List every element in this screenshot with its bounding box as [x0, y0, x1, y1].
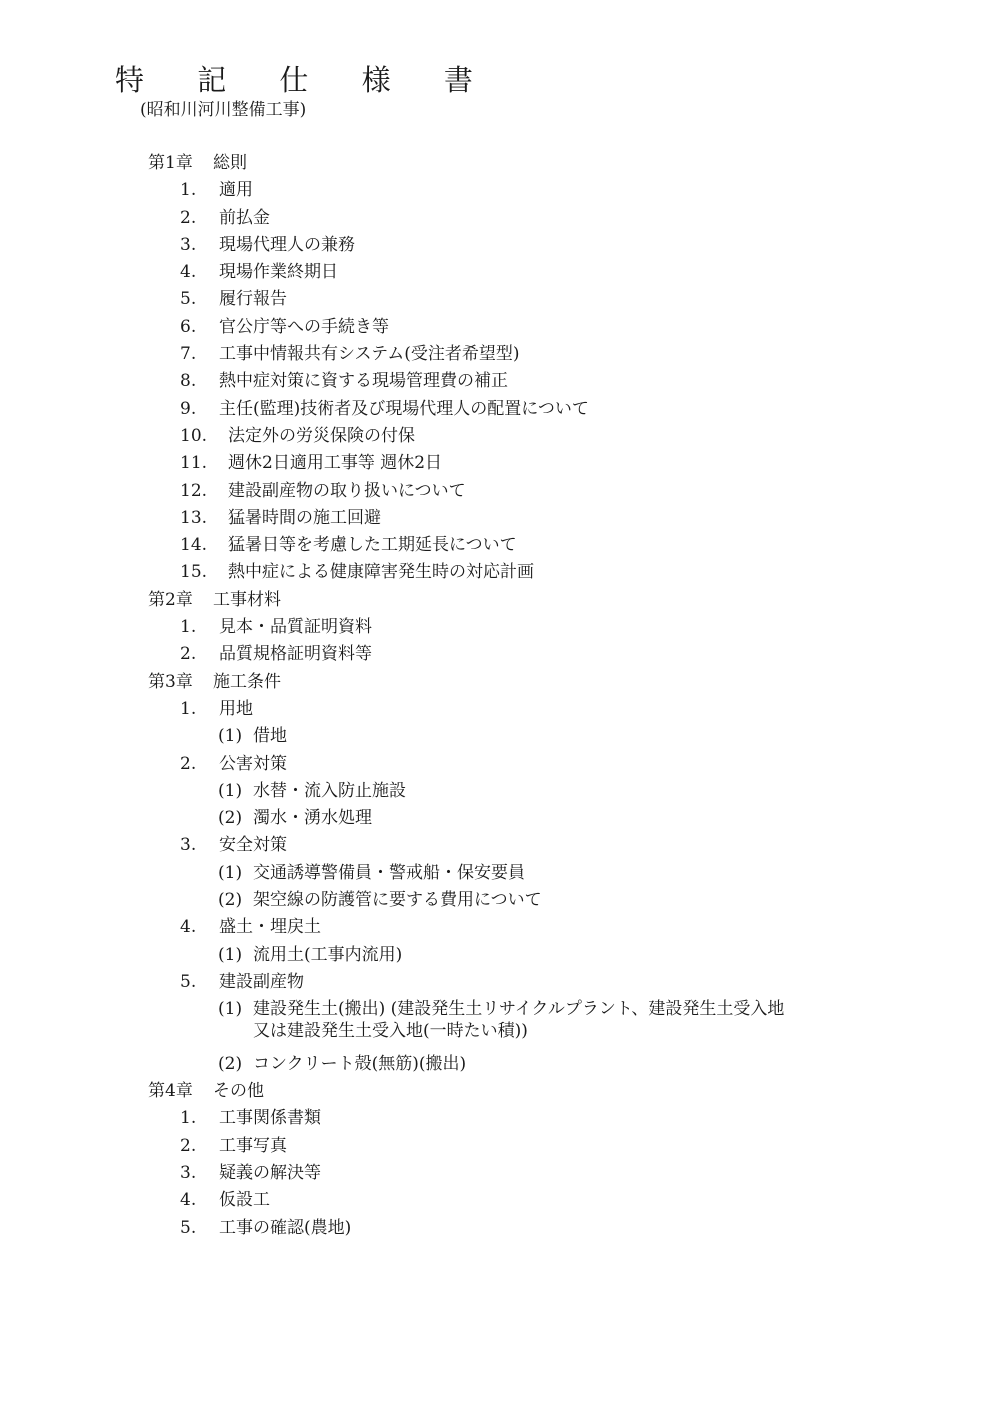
toc-item	[0, 1187, 1000, 1214]
toc-item	[0, 559, 1000, 586]
item-title: 建設副産物の取り扱いについて	[228, 480, 466, 501]
toc-item	[0, 532, 1000, 559]
subitem-number: (2)	[218, 1053, 243, 1074]
chapter-number: 第2章	[148, 589, 193, 610]
chapter-number: 第4章	[148, 1081, 193, 1102]
chapter-heading	[0, 587, 1000, 614]
toc-item	[0, 1215, 1000, 1242]
item-title: 見本・品質証明資料	[219, 617, 372, 638]
item-title: 疑義の解決等	[219, 1162, 321, 1183]
chapter-title: 施工条件	[213, 671, 281, 692]
item-number: 10.	[180, 425, 208, 446]
toc-subitem	[0, 805, 1000, 832]
toc-item	[0, 259, 1000, 286]
item-number: 8.	[180, 371, 197, 392]
subitem-title: 借地	[253, 726, 287, 747]
item-number: 5.	[180, 971, 197, 992]
subitem-number: (1)	[218, 862, 243, 883]
chapter-heading	[0, 669, 1000, 696]
item-number: 2.	[180, 753, 197, 774]
table-of-contents	[0, 150, 1000, 1242]
item-title: 熱中症による健康障害発生時の対応計画	[228, 562, 534, 583]
chapter-heading	[0, 150, 1000, 177]
toc-item	[0, 341, 1000, 368]
item-title: 主任(監理)技術者及び現場代理人の配置について	[219, 398, 589, 419]
toc-subitem	[0, 887, 1000, 914]
item-title: 現場代理人の兼務	[219, 234, 355, 255]
item-title: 工事関係書類	[219, 1108, 321, 1129]
toc-subitem	[0, 996, 1000, 1051]
toc-subitem	[0, 723, 1000, 750]
item-number: 3.	[180, 1162, 197, 1183]
subitem-number: (1)	[218, 999, 243, 1020]
item-number: 9.	[180, 398, 197, 419]
item-title: 法定外の労災保険の付保	[228, 425, 415, 446]
item-title: 品質規格証明資料等	[219, 644, 372, 665]
toc-item	[0, 1105, 1000, 1132]
item-title: 盛土・埋戻土	[219, 917, 321, 938]
item-number: 1.	[180, 698, 197, 719]
item-number: 13.	[180, 507, 208, 528]
toc-subitem	[0, 860, 1000, 887]
item-number: 4.	[180, 1190, 197, 1211]
item-title: 建設副産物	[219, 971, 304, 992]
toc-item	[0, 751, 1000, 778]
subitem-title: コンクリート殻(無筋)(搬出)	[253, 1053, 467, 1074]
item-title: 履行報告	[219, 289, 287, 310]
item-title: 工事写真	[219, 1135, 287, 1156]
document-subtitle: (昭和川河川整備工事)	[140, 100, 307, 120]
item-number: 2.	[180, 207, 197, 228]
item-number: 5.	[180, 289, 197, 310]
chapter-title: 総則	[213, 153, 247, 173]
chapter-title: 工事材料	[213, 589, 281, 610]
chapter-heading	[0, 1078, 1000, 1105]
subitem-title: 交通誘導警備員・警戒船・保安要員	[253, 862, 525, 883]
toc-item	[0, 1160, 1000, 1187]
item-title: 猛暑時間の施工回避	[228, 507, 381, 528]
item-title: 公害対策	[219, 753, 287, 774]
toc-item	[0, 232, 1000, 259]
item-title: 猛暑日等を考慮した工期延長について	[228, 535, 517, 556]
subitem-title	[253, 998, 873, 1042]
subitem-title: 架空線の防護管に要する費用について	[253, 890, 542, 911]
subitem-title-line1: 建設発生土(搬出) (建設発生土リサイクルプラント、建設発生土受入地	[253, 999, 785, 1020]
subitem-number: (1)	[218, 944, 243, 965]
item-number: 3.	[180, 835, 197, 856]
item-title: 適用	[219, 180, 253, 201]
item-title: 安全対策	[219, 835, 287, 856]
toc-item	[0, 914, 1000, 941]
toc-item	[0, 450, 1000, 477]
subitem-number: (1)	[218, 780, 243, 801]
item-title: 熱中症対策に資する現場管理費の補正	[219, 371, 508, 392]
toc-item	[0, 969, 1000, 996]
item-number: 1.	[180, 1108, 197, 1129]
item-number: 12.	[180, 480, 208, 501]
item-number: 5.	[180, 1217, 197, 1238]
subitem-number: (1)	[218, 726, 243, 747]
item-title: 週休2日適用工事等 週休2日	[228, 453, 443, 474]
item-number: 3.	[180, 234, 197, 255]
toc-item	[0, 614, 1000, 641]
toc-item	[0, 478, 1000, 505]
subitem-title: 水替・流入防止施設	[253, 780, 406, 801]
item-title: 前払金	[219, 207, 270, 228]
item-title: 用地	[219, 698, 253, 719]
toc-subitem	[0, 778, 1000, 805]
subitem-title-line2: 又は建設発生土受入地(一時たい積))	[253, 1021, 528, 1042]
item-number: 2.	[180, 1135, 197, 1156]
toc-item	[0, 641, 1000, 668]
item-title: 工事の確認(農地)	[219, 1217, 352, 1238]
toc-item	[0, 696, 1000, 723]
toc-item	[0, 314, 1000, 341]
item-number: 1.	[180, 180, 197, 201]
item-title: 仮設工	[219, 1190, 270, 1211]
chapter-number: 第3章	[148, 671, 193, 692]
item-title: 工事中情報共有システム(受注者希望型)	[219, 344, 520, 365]
chapter-title: その他	[213, 1081, 264, 1102]
item-title: 官公庁等への手続き等	[219, 316, 389, 337]
toc-subitem	[0, 1051, 1000, 1078]
toc-item	[0, 505, 1000, 532]
item-number: 4.	[180, 262, 197, 283]
toc-item	[0, 396, 1000, 423]
chapter-number: 第1章	[148, 153, 193, 173]
document-title: 特 記 仕 様 書	[115, 63, 495, 97]
item-number: 1.	[180, 617, 197, 638]
item-number: 7.	[180, 344, 197, 365]
subitem-number: (2)	[218, 808, 243, 829]
toc-item	[0, 832, 1000, 859]
subitem-title: 流用土(工事内流用)	[253, 944, 403, 965]
toc-item	[0, 286, 1000, 313]
item-number: 2.	[180, 644, 197, 665]
toc-item	[0, 205, 1000, 232]
toc-item	[0, 423, 1000, 450]
item-number: 4.	[180, 917, 197, 938]
toc-item	[0, 368, 1000, 395]
toc-subitem	[0, 942, 1000, 969]
item-title: 現場作業終期日	[219, 262, 338, 283]
item-number: 6.	[180, 316, 197, 337]
toc-item	[0, 1133, 1000, 1160]
item-number: 11.	[180, 453, 208, 474]
item-number: 15.	[180, 562, 208, 583]
subitem-title: 濁水・湧水処理	[253, 808, 372, 829]
toc-item	[0, 177, 1000, 204]
item-number: 14.	[180, 535, 208, 556]
subitem-number: (2)	[218, 890, 243, 911]
